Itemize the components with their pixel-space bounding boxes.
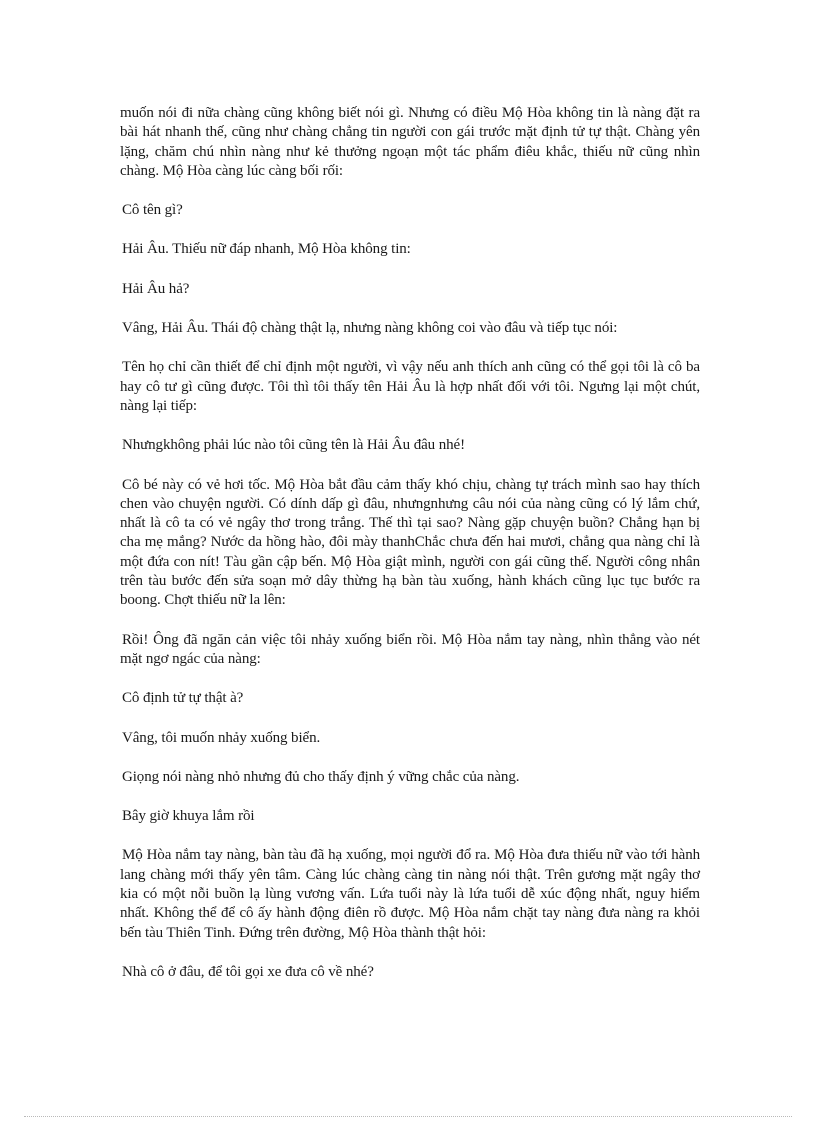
paragraph: Cô định tử tự thật à? bbox=[122, 690, 244, 707]
paragraph: Cô tên gì? bbox=[122, 202, 183, 219]
paragraph: Giọng nói nàng nhỏ nhưng đủ cho thấy định ý vững chắc của nàng. bbox=[122, 768, 520, 785]
paragraph: Vâng, Hải Âu. Thái độ chàng thật lạ, nhưng nàng không coi vào đâu và tiếp tục nói: bbox=[122, 320, 618, 337]
paragraph: Cô bé này có vẻ hơi tốc. Mộ Hòa bắt đầu cảm thấy khó chịu, chàng tự trách mình sao hay thích chen vào chuyện người. Có dính dấp gì đâu, nhưngnhưng câu nói của nàng cũng có lý lắm chứ, nhất là cô ta có vẻ ngây thơ trong trắng. Thế thì tại sao? Nàng gặp chuyện buồn? Chẳng hạn bị cha mẹ mắng? Nước da hồng hào, đôi mày thanhChắc chưa đến hai mươi, chẳng qua nàng chỉ là một đứa con nít! Tàu gần cập bến. Mộ Hòa giật mình, người con gái cũng thế. Người công nhân trên tàu bước đến sửa soạn mở dây thừng hạ bàn tàu xuống, hành khách cũng lục tục bước ra boong. Chợt thiếu nữ la lên: bbox=[120, 476, 700, 609]
paragraph: Vâng, tôi muốn nhảy xuống biển. bbox=[122, 729, 321, 746]
paragraph: Rồi! Ông đã ngăn cản việc tôi nhảy xuống biển rồi. Mộ Hòa nắm tay nàng, nhìn thẳng vào nét mặt ngơ ngác của nàng: bbox=[120, 631, 700, 667]
paragraph: Tên họ chỉ cần thiết để chỉ định một người, vì vậy nếu anh thích anh cũng có thể gọi tôi là cô ba hay cô tư gì cũng được. Tôi thì tôi thấy tên Hải Âu là hợp nhất đối với tôi. Ngưng lại một chút, nàng lại tiếp: bbox=[120, 359, 700, 414]
paragraph: Nhà cô ở đâu, để tôi gọi xe đưa cô về nhé? bbox=[122, 963, 374, 980]
paragraph: Bây giờ khuya lắm rồi bbox=[122, 808, 255, 825]
document-body bbox=[120, 104, 700, 1002]
paragraph: Mộ Hòa nắm tay nàng, bàn tàu đã hạ xuống, mọi người đổ ra. Mộ Hòa đưa thiếu nữ vào tới hành lang chàng mới thấy yên tâm. Càng lúc chàng càng tin nàng nói thật. Trên gương mặt ngây thơ kia có một nỗi buồn lạ lùng vương vấn. Lứa tuổi này là lứa tuổi dễ xúc động nhất, nguy hiểm nhất. Không thể để cô ấy hành động điên rồ được. Mộ Hòa nắm chặt tay nàng đưa nàng ra khỏi bến tàu Thiên Tinh. Đứng trên đường, Mộ Hòa thành thật hỏi: bbox=[120, 847, 700, 941]
paragraph: Hải Âu. Thiếu nữ đáp nhanh, Mộ Hòa không tin: bbox=[122, 241, 411, 258]
paragraph: Hải Âu hả? bbox=[122, 280, 190, 297]
paragraph: Nhưngkhông phải lúc nào tôi cũng tên là Hải Âu đâu nhé! bbox=[122, 437, 465, 454]
paragraph: muốn nói đi nữa chàng cũng không biết nói gì. Nhưng có điều Mộ Hòa không tin là nàng đặt ra bài hát nhanh thế, cũng như chàng chẳng tin người con gái trước mặt định tử tự thật. Chàng yên lặng, chăm chú nhìn nàng như kẻ thưởng ngoạn một tác phẩm điêu khắc, thiếu nữ cũng nhìn chàng. Mộ Hòa càng lúc càng bối rối: bbox=[120, 105, 700, 179]
page-bottom-divider bbox=[24, 1116, 792, 1117]
